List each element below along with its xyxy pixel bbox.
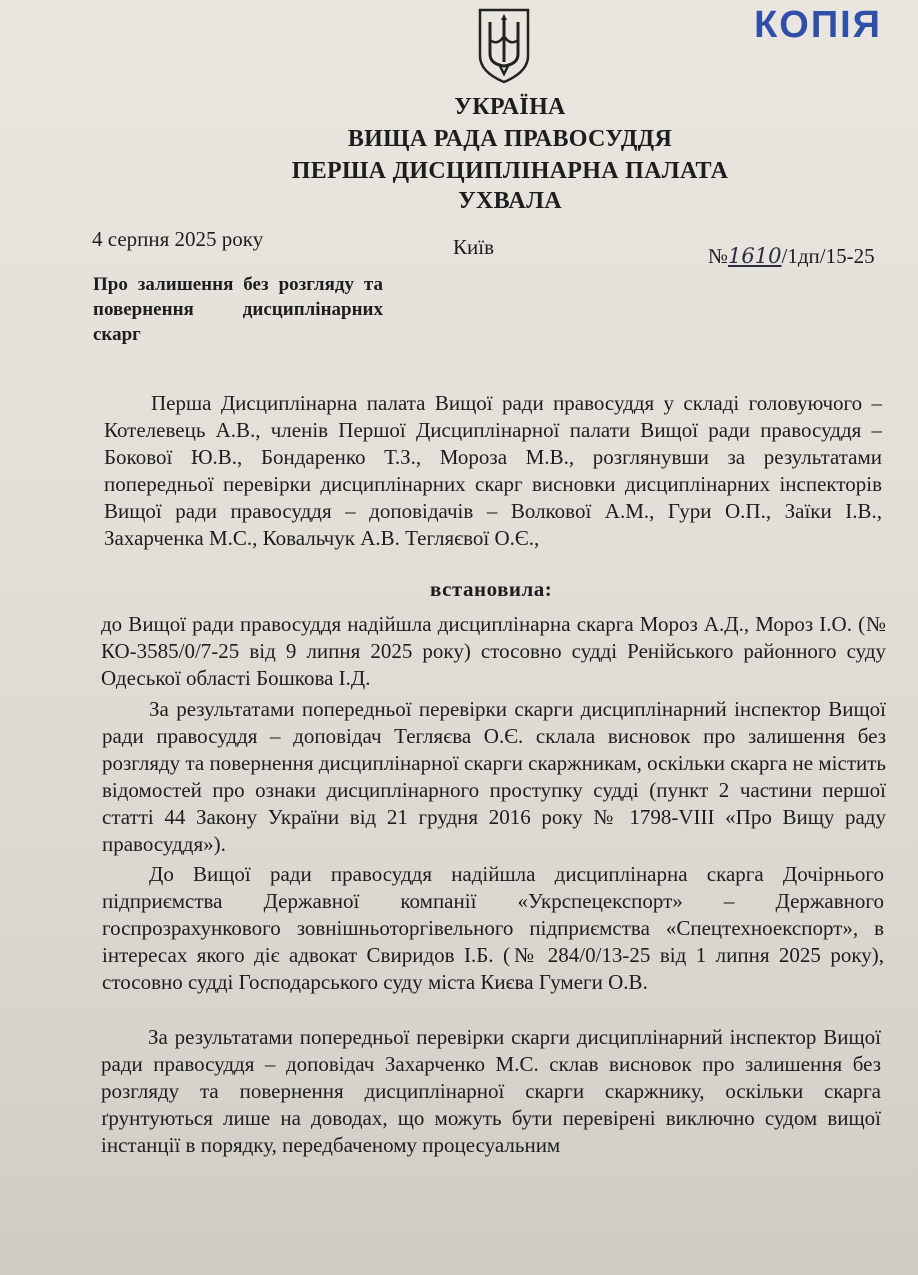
- subject-line-2: повернення дисциплінарних: [93, 299, 383, 320]
- intro-paragraph: Перша Дисциплінарна палата Вищої ради правосуддя у складі головуючого – Котелевець А.В., членів Першої Дисциплінарної палати Вищої ради правосуддя – Бокової Ю.В., Бондаренко Т.З., Мороза М.В., розглянувши за результатами попередньої перевірки дисциплінарних скарг висновки дисциплінарних інспекторів Вищої ради правосуддя – доповідачів – Волкової А.М., Гури О.П., Заїки І.В., Захарченка М.С., Ковальчук А.В. Тегляєвої О.Є.,: [104, 391, 882, 550]
- established-heading: встановила:: [430, 577, 553, 601]
- decision-date: 4 серпня 2025 року: [92, 227, 264, 251]
- decision-subject: [93, 272, 383, 347]
- decision-city: Київ: [453, 235, 494, 259]
- paragraph-2: За результатами попередньої перевірки скарги дисциплінарний інспектор Вищої ради правосуддя – доповідач Тегляєва О.Є. склала висновок про залишення без розгляду та повернення дисциплінарної скарги скаржникам, оскільки скарга не містить відомостей про ознаки дисциплінарного проступку судді (пункт 2 частини першої статті 44 Закону України від 21 грудня 2016 року № 1798-VIII «Про Вищу раду правосуддя»).: [102, 697, 886, 856]
- paragraph-3: До Вищої ради правосуддя надійшла дисциплінарна скарга Дочірнього підприємства Державної компанії «Укрспецекспорт» – Державного госпрозрахункового зовнішньоторгівельного підприємства «Спецтехноекспорт», в інтересах якого діє адвокат Свиридов І.Б. (№ 284/0/13-25 від 1 липня 2025 року), стосовно судді Господарського суду міста Києва Гумеги О.В.: [102, 862, 884, 994]
- number-suffix: /1дп/15-25: [781, 244, 875, 268]
- number-handwritten: 1610: [728, 244, 782, 268]
- subject-line-3: скарг: [93, 324, 141, 345]
- header-council: ВИЩА РАДА ПРАВОСУДДЯ: [347, 126, 673, 152]
- header-country: УКРАЇНА: [454, 94, 566, 120]
- copy-stamp: КОПІЯ: [754, 4, 882, 46]
- paragraph-4: За результатами попередньої перевірки скарги дисциплінарний інспектор Вищої ради правосуддя – доповідач Захарченко М.С. склав висновок про залишення без розгляду та повернення дисциплінарної скарги скаржнику, оскільки скарга ґрунтуються лише на доводах, що можуть бути перевірені виключно судом вищої інстанції в порядку, передбаченому процесуальним: [101, 1025, 881, 1157]
- decision-number: [708, 244, 875, 269]
- header-doc-type: УХВАЛА: [458, 188, 562, 214]
- subject-line-1: Про залишення без розгляду та: [93, 274, 383, 295]
- number-prefix: №: [708, 244, 729, 268]
- tryzub-coat-of-arms-icon: [476, 6, 532, 84]
- paragraph-1: до Вищої ради правосуддя надійшла дисциплінарна скарга Мороз А.Д., Мороз І.О. (№ КО-3585/0/7-25 від 9 липня 2025 року) стосовно судді Ренійського районного суду Одеської області Бошкова І.Д.: [101, 612, 886, 690]
- header-chamber: ПЕРША ДИСЦИПЛІНАРНА ПАЛАТА: [291, 158, 729, 184]
